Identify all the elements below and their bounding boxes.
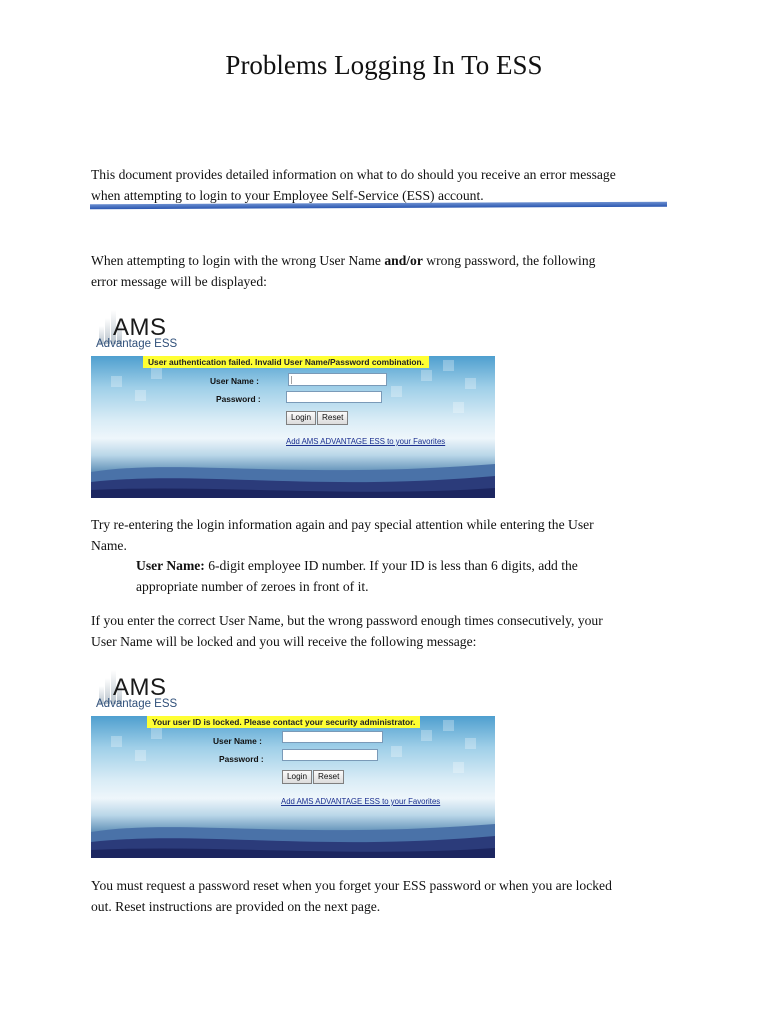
password-input[interactable]: [282, 749, 378, 761]
logo-subtitle: Advantage ESS: [96, 698, 178, 710]
wave-decoration: [91, 450, 495, 498]
login-button[interactable]: Login: [286, 411, 316, 425]
username-note-line-1: User Name: 6-digit employee ID number. If your ID is less than 6 digits, add the: [136, 558, 578, 573]
logo-subtitle: Advantage ESS: [96, 338, 178, 350]
wrong-login-line-2: error message will be displayed:: [91, 274, 267, 289]
locked-line-2: User Name will be locked and you will receive the following message:: [91, 634, 477, 649]
ams-logo: [91, 668, 495, 718]
retry-paragraph: [91, 514, 681, 556]
locked-message-banner: Your user ID is locked. Please contact your security administrator.: [147, 716, 420, 728]
locked-line-1: If you enter the correct User Name, but the wrong password enough times consecutively, your: [91, 613, 603, 628]
reset-button[interactable]: Reset: [317, 411, 348, 425]
intro-paragraph: [91, 164, 681, 206]
login-error-screenshot: [91, 308, 495, 498]
intro-line-1: This document provides detailed information on what to do should you receive an error message: [91, 167, 616, 182]
password-label: Password :: [216, 394, 261, 404]
ams-logo: [91, 308, 495, 358]
retry-line-1: Try re-entering the login information again and pay special attention while entering the User: [91, 517, 594, 532]
error-message-banner: User authentication failed. Invalid User Name/Password combination.: [143, 356, 429, 368]
username-input[interactable]: [282, 731, 383, 743]
locked-paragraph: [91, 610, 681, 652]
login-panel: [91, 716, 495, 858]
wrong-login-paragraph: [91, 250, 681, 292]
add-favorites-link[interactable]: Add AMS ADVANTAGE ESS to your Favorites: [281, 797, 441, 806]
username-note: [136, 555, 681, 597]
closing-line-1: You must request a password reset when you forget your ESS password or when you are locked: [91, 878, 612, 893]
password-input[interactable]: [286, 391, 382, 403]
add-favorites-link[interactable]: Add AMS ADVANTAGE ESS to your Favorites: [286, 437, 446, 446]
username-label: User Name :: [210, 376, 259, 386]
username-input[interactable]: |: [288, 373, 387, 386]
logo-text: AMS: [113, 674, 167, 701]
login-panel: [91, 356, 495, 498]
login-button[interactable]: Login: [282, 770, 312, 784]
intro-line-2: when attempting to login to your Employee Self-Service (ESS) account.: [91, 188, 484, 203]
closing-line-2: out. Reset instructions are provided on the next page.: [91, 899, 381, 914]
password-label: Password :: [219, 754, 264, 764]
wrong-login-line-1: When attempting to login with the wrong User Name and/or wrong password, the following: [91, 253, 596, 268]
retry-line-2: Name.: [91, 538, 127, 553]
closing-paragraph: [91, 875, 681, 917]
username-note-line-2: appropriate number of zeroes in front of it.: [136, 579, 369, 594]
reset-button[interactable]: Reset: [313, 770, 344, 784]
page-title: Problems Logging In To ESS: [225, 50, 543, 80]
locked-account-screenshot: [91, 668, 495, 858]
wave-decoration: [91, 810, 495, 858]
logo-text: AMS: [113, 314, 167, 341]
username-label: User Name :: [213, 736, 262, 746]
